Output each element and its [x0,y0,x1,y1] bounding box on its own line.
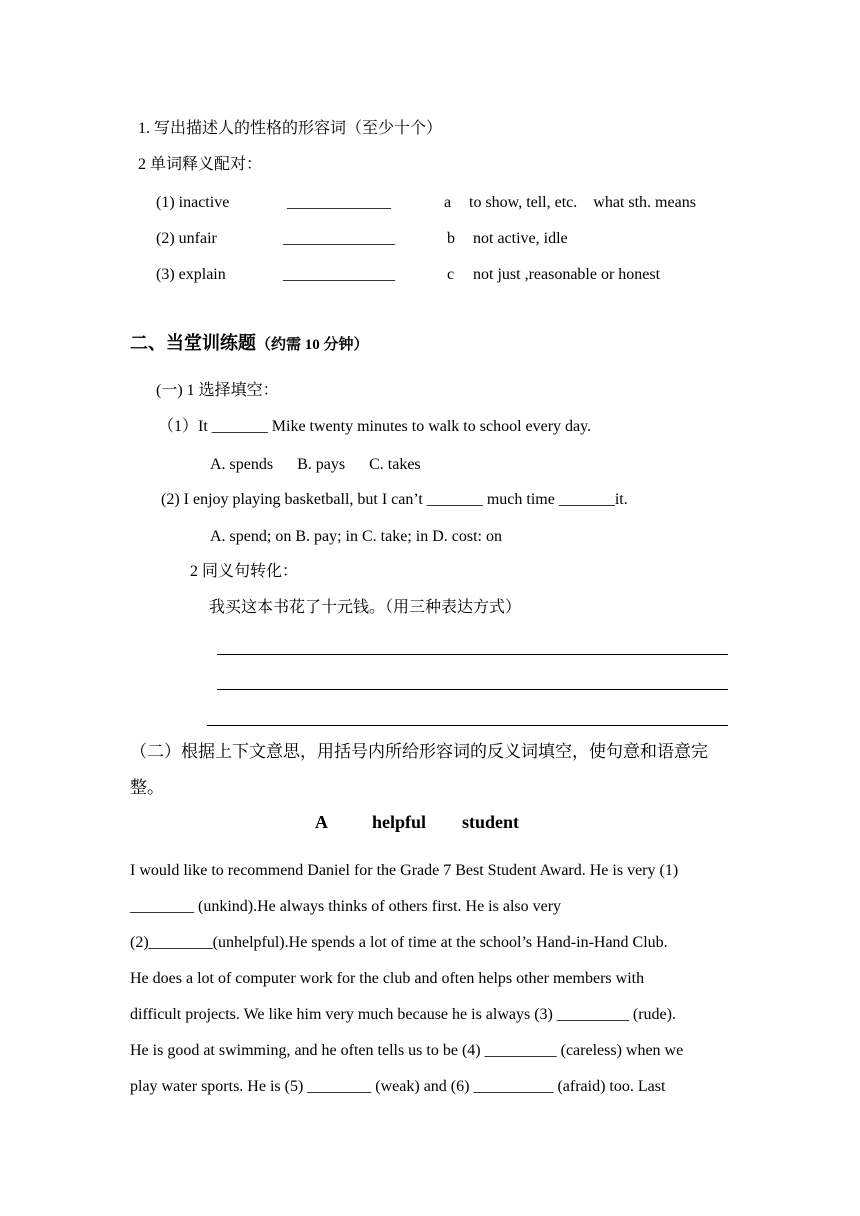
passage-line: ________ (unkind).He always thinks of others first. He is also very [130,898,562,915]
passage-line: I would like to recommend Daniel for the Grade 7 Best Student Award. He is very (1) [130,862,679,879]
passage-line: play water sports. He is (5) ________ (weak) and (6) __________ (afraid) too. Last [130,1078,666,1095]
question-2-heading: 2 单词释义配对： [138,156,263,173]
passage-line: difficult projects. We like him very much because he is always (3) _________ (rude). [130,1006,676,1023]
question-1: 1. 写出描述人的性格的形容词（至少十个） [138,120,443,137]
mc-question-1: （1）It _______ Mike twenty minutes to walk to school every day. [158,418,592,435]
passage-line: He is good at swimming, and he often tells us to be (4) _________ (careless) when we [130,1042,684,1059]
match-letter-c: c [447,266,455,283]
section-heading-note: （约需 10 分钟） [256,337,369,353]
part2-instruction-line1: （二）根据上下文意思，用括号内所给形容词的反义词填空，使句意和语意完 [130,742,708,761]
mc-question-2: (2) I enjoy playing basketball, but I can’t _______ much time _______it. [161,491,628,508]
match-blank-1: _____________ [287,194,391,211]
match-letter-b: b [447,230,455,247]
section-heading-text: 二、当堂训练题 [130,333,256,353]
match-meaning-a: to show, tell, etc. what sth. means [469,194,696,211]
synonym-heading: 2 同义句转化： [190,563,299,580]
section-heading [130,333,369,355]
match-blank-3: ______________ [283,266,395,283]
mc-options-2: A. spend; on B. pay; in C. take; in D. cost: on [210,528,502,545]
answer-line-3 [207,725,728,726]
part2-instruction-line2: 整。 [130,778,164,797]
match-meaning-b: not active, idle [473,230,568,247]
match-word-1: (1) inactive [156,194,230,211]
passage-line: He does a lot of computer work for the club and often helps other members with [130,970,645,987]
match-word-3: (3) explain [156,266,226,283]
match-meaning-c: not just ,reasonable or honest [473,266,661,283]
part1-label: (一) 1 选择填空： [156,382,279,399]
translate-prompt: 我买这本书花了十元钱。（用三种表达方式） [209,599,522,616]
mc-options-1: A. spends B. pays C. takes [210,456,421,473]
passage-line: (2)________(unhelpful).He spends a lot of time at the school’s Hand-in-Hand Club. [130,934,668,951]
passage-title: A helpful student [315,812,520,832]
match-blank-2: ______________ [283,230,395,247]
answer-line-1 [217,654,728,655]
match-letter-a: a [444,194,452,211]
match-word-2: (2) unfair [156,230,217,247]
answer-line-2 [217,689,728,690]
